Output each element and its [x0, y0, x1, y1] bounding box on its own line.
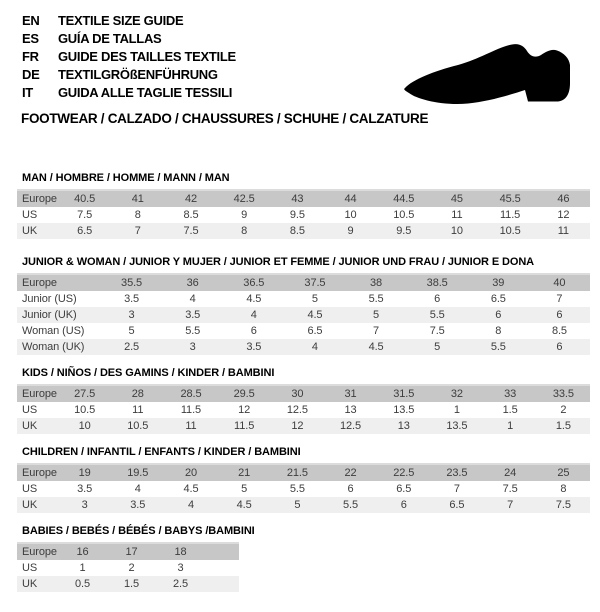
size-cell: 4.5: [183, 483, 199, 495]
section-junior-woman: [17, 256, 590, 355]
lang-row-en: [22, 12, 600, 30]
row-label: Woman (UK): [17, 339, 101, 355]
size-cell: 1.5: [502, 404, 518, 416]
size-cell: 5.5: [368, 293, 384, 305]
size-cell: 11: [451, 209, 463, 221]
size-cell: 35.5: [101, 274, 162, 291]
table-row: [17, 543, 239, 560]
lang-label: GUÍA DE TALLAS: [58, 31, 162, 46]
size-cell: 4.5: [284, 307, 345, 323]
filler-cell: [205, 543, 239, 560]
size-cell: 1: [484, 418, 537, 434]
size-cell: 2.5: [101, 339, 162, 355]
lang-code: DE: [22, 67, 40, 82]
size-cell: 8.5: [271, 223, 324, 239]
document-header: [0, 12, 600, 128]
size-cell: 29.5: [218, 385, 271, 402]
section-babies: [17, 525, 590, 592]
size-table-junior-woman: [17, 273, 590, 355]
size-cell: 3: [162, 339, 223, 355]
size-cell: 42: [164, 190, 217, 207]
row-label: UK: [17, 497, 58, 513]
size-cell: 7: [556, 293, 563, 305]
size-cell: 21: [218, 464, 271, 481]
size-cell: 4: [134, 483, 141, 495]
size-cell: 7: [453, 483, 460, 495]
table-row: [17, 339, 590, 355]
size-cell: 22.5: [377, 464, 430, 481]
size-cell: 9.5: [377, 223, 430, 239]
size-cell: 31.5: [377, 385, 430, 402]
size-cell: 5: [311, 293, 318, 305]
section-title: BABIES / BEBÉS / BÉBÉS / BABYS /BAMBINI: [22, 525, 255, 537]
size-cell: 20: [164, 464, 217, 481]
size-cell: 24: [484, 464, 537, 481]
row-label: UK: [17, 418, 58, 434]
size-cell: 4: [223, 307, 284, 323]
row-label: Junior (UK): [17, 307, 101, 323]
table-row: [17, 190, 590, 207]
size-cell: 10.5: [484, 223, 537, 239]
size-cell: 17: [107, 543, 156, 560]
size-cell: 38.5: [407, 274, 468, 291]
size-cell: 9: [241, 209, 248, 221]
size-cell: 1.5: [537, 418, 590, 434]
size-cell: 44.5: [377, 190, 430, 207]
table-row: [17, 418, 590, 434]
shoe-icon: [402, 42, 572, 110]
size-cell: 10.5: [74, 404, 96, 416]
size-cell: 40: [529, 274, 590, 291]
size-cell: 6: [529, 307, 590, 323]
size-cell: 18: [156, 543, 205, 560]
size-cell: 3.5: [111, 497, 164, 513]
size-cell: 6.5: [58, 223, 111, 239]
size-cell: 33.5: [537, 385, 590, 402]
row-label: US: [22, 404, 38, 416]
size-tables: [17, 172, 600, 592]
size-cell: 46: [537, 190, 590, 207]
size-cell: 23.5: [430, 464, 483, 481]
size-cell: 11: [537, 223, 590, 239]
size-cell: 8: [218, 223, 271, 239]
size-table-man: [17, 189, 590, 239]
size-cell: 8: [134, 209, 141, 221]
size-cell: 13: [377, 418, 430, 434]
size-cell: 5: [128, 325, 135, 337]
size-cell: 10: [430, 223, 483, 239]
category-line: FOOTWEAR / CALZADO / CHAUSSURES / SCHUHE / CALZATURE: [21, 111, 429, 126]
size-cell: 7.5: [77, 209, 93, 221]
size-cell: 31: [324, 385, 377, 402]
size-cell: 0.5: [58, 576, 107, 592]
size-cell: 8: [495, 325, 502, 337]
lang-label: GUIDE DES TAILLES TEXTILE: [58, 49, 236, 64]
row-label: Europe: [17, 274, 101, 291]
section-title: MAN / HOMBRE / HOMME / MANN / MAN: [22, 172, 230, 184]
section-kids: [17, 367, 590, 434]
section-children: [17, 446, 590, 513]
row-label: Europe: [17, 543, 58, 560]
size-cell: 11.5: [218, 418, 271, 434]
size-cell: 32: [430, 385, 483, 402]
size-cell: 44: [324, 190, 377, 207]
table-row: [17, 207, 590, 223]
size-cell: 16: [58, 543, 107, 560]
size-cell: 30: [271, 385, 324, 402]
size-cell: 1: [453, 404, 460, 416]
row-label: UK: [17, 223, 58, 239]
size-cell: 13: [344, 404, 357, 416]
size-cell: 28: [111, 385, 164, 402]
lang-code: IT: [22, 85, 33, 100]
size-cell: 10: [58, 418, 111, 434]
table-row: [17, 497, 590, 513]
size-cell: 42.5: [218, 190, 271, 207]
size-cell: 21.5: [271, 464, 324, 481]
size-cell: 19: [58, 464, 111, 481]
size-cell: 5.5: [185, 325, 201, 337]
table-row: [17, 576, 239, 592]
size-cell: 12: [557, 209, 570, 221]
size-cell: 6.5: [490, 293, 506, 305]
size-table-babies: [17, 542, 239, 592]
size-cell: 1.5: [107, 576, 156, 592]
size-cell: 6: [377, 497, 430, 513]
size-cell: 3: [58, 497, 111, 513]
size-cell: 8.5: [551, 325, 567, 337]
section-title: JUNIOR & WOMAN / JUNIOR Y MUJER / JUNIOR ET FEMME / JUNIOR UND FRAU / JUNIOR E DONA: [22, 256, 535, 268]
size-cell: 5: [271, 497, 324, 513]
size-cell: 10.5: [111, 418, 164, 434]
size-cell: 11.5: [180, 404, 202, 416]
size-cell: 11: [164, 418, 217, 434]
size-cell: 37.5: [284, 274, 345, 291]
row-label: US: [22, 483, 38, 495]
size-cell: 40.5: [58, 190, 111, 207]
size-cell: 5: [407, 339, 468, 355]
size-cell: 3: [101, 307, 162, 323]
section-title: CHILDREN / INFANTIL / ENFANTS / KINDER / BAMBINI: [22, 446, 301, 458]
size-cell: 7.5: [429, 325, 445, 337]
size-cell: 8.5: [183, 209, 199, 221]
size-cell: 12.5: [286, 404, 308, 416]
size-cell: 5.5: [407, 307, 468, 323]
size-cell: 10.5: [393, 209, 415, 221]
table-row: [17, 291, 590, 307]
size-cell: 28.5: [164, 385, 217, 402]
lang-label: TEXTILGRÖßENFÜHRUNG: [58, 67, 218, 82]
lang-code: EN: [22, 13, 40, 28]
row-label: Woman (US): [22, 325, 85, 337]
table-row: [17, 307, 590, 323]
section-man: [17, 172, 590, 239]
size-cell: 41: [111, 190, 164, 207]
size-cell: 4.5: [346, 339, 407, 355]
filler-cell: [205, 560, 239, 576]
size-cell: 6.5: [396, 483, 412, 495]
size-cell: 2: [128, 562, 135, 574]
size-cell: 39: [468, 274, 529, 291]
size-cell: 4: [284, 339, 345, 355]
row-label: Europe: [17, 385, 58, 402]
size-cell: 13.5: [393, 404, 415, 416]
size-cell: 6: [468, 307, 529, 323]
table-row: [17, 481, 590, 497]
size-cell: 33: [484, 385, 537, 402]
lang-code: FR: [22, 49, 39, 64]
size-cell: 36: [162, 274, 223, 291]
size-cell: 25: [537, 464, 590, 481]
size-cell: 3: [177, 562, 184, 574]
size-table-kids: [17, 384, 590, 434]
size-cell: 5.5: [468, 339, 529, 355]
size-cell: 1: [79, 562, 86, 574]
size-cell: 19.5: [111, 464, 164, 481]
size-cell: 9: [324, 223, 377, 239]
size-cell: 36.5: [223, 274, 284, 291]
size-cell: 45: [430, 190, 483, 207]
lang-code: ES: [22, 31, 39, 46]
size-table-children: [17, 463, 590, 513]
size-cell: 4: [164, 497, 217, 513]
size-cell: 22: [324, 464, 377, 481]
size-cell: 5.5: [324, 497, 377, 513]
size-cell: 8: [560, 483, 567, 495]
size-cell: 7: [111, 223, 164, 239]
size-cell: 9.5: [289, 209, 305, 221]
size-cell: 4: [189, 293, 196, 305]
size-cell: 10: [344, 209, 357, 221]
row-label: US: [22, 209, 38, 221]
size-cell: 4.5: [246, 293, 262, 305]
row-label: Europe: [17, 190, 58, 207]
size-cell: 5.5: [289, 483, 305, 495]
size-cell: 4.5: [218, 497, 271, 513]
size-cell: 6: [529, 339, 590, 355]
size-cell: 12: [271, 418, 324, 434]
size-cell: 11: [132, 404, 144, 416]
size-cell: 7.5: [502, 483, 518, 495]
size-cell: 6.5: [307, 325, 323, 337]
size-cell: 3.5: [124, 293, 140, 305]
lang-label: TEXTILE SIZE GUIDE: [58, 13, 184, 28]
table-row: [17, 274, 590, 291]
row-label: Junior (US): [22, 293, 77, 305]
table-row: [17, 402, 590, 418]
size-cell: 6: [434, 293, 441, 305]
table-row: [17, 223, 590, 239]
size-cell: 11.5: [499, 209, 521, 221]
size-cell: 3.5: [223, 339, 284, 355]
row-label: Europe: [17, 464, 58, 481]
lang-label: GUIDA ALLE TAGLIE TESSILI: [58, 85, 233, 100]
table-row: [17, 464, 590, 481]
size-cell: 7.5: [164, 223, 217, 239]
table-row: [17, 560, 239, 576]
size-cell: 38: [346, 274, 407, 291]
row-label: US: [22, 562, 38, 574]
size-cell: 5: [346, 307, 407, 323]
section-title: KIDS / NIÑOS / DES GAMINS / KINDER / BAMBINI: [22, 367, 275, 379]
size-cell: 27.5: [58, 385, 111, 402]
table-row: [17, 385, 590, 402]
size-cell: 6: [347, 483, 354, 495]
size-cell: 7: [484, 497, 537, 513]
size-cell: 3.5: [162, 307, 223, 323]
size-cell: 13.5: [430, 418, 483, 434]
size-cell: 2.5: [156, 576, 205, 592]
size-cell: 12.5: [324, 418, 377, 434]
table-row: [17, 323, 590, 339]
size-cell: 45.5: [484, 190, 537, 207]
size-cell: 6: [250, 325, 257, 337]
size-cell: 6.5: [430, 497, 483, 513]
size-cell: 3.5: [77, 483, 93, 495]
size-cell: 7.5: [537, 497, 590, 513]
size-cell: 7: [373, 325, 380, 337]
row-label: UK: [17, 576, 58, 592]
filler-cell: [205, 576, 239, 592]
size-cell: 43: [271, 190, 324, 207]
size-cell: 2: [560, 404, 567, 416]
size-cell: 5: [241, 483, 248, 495]
size-cell: 12: [238, 404, 251, 416]
